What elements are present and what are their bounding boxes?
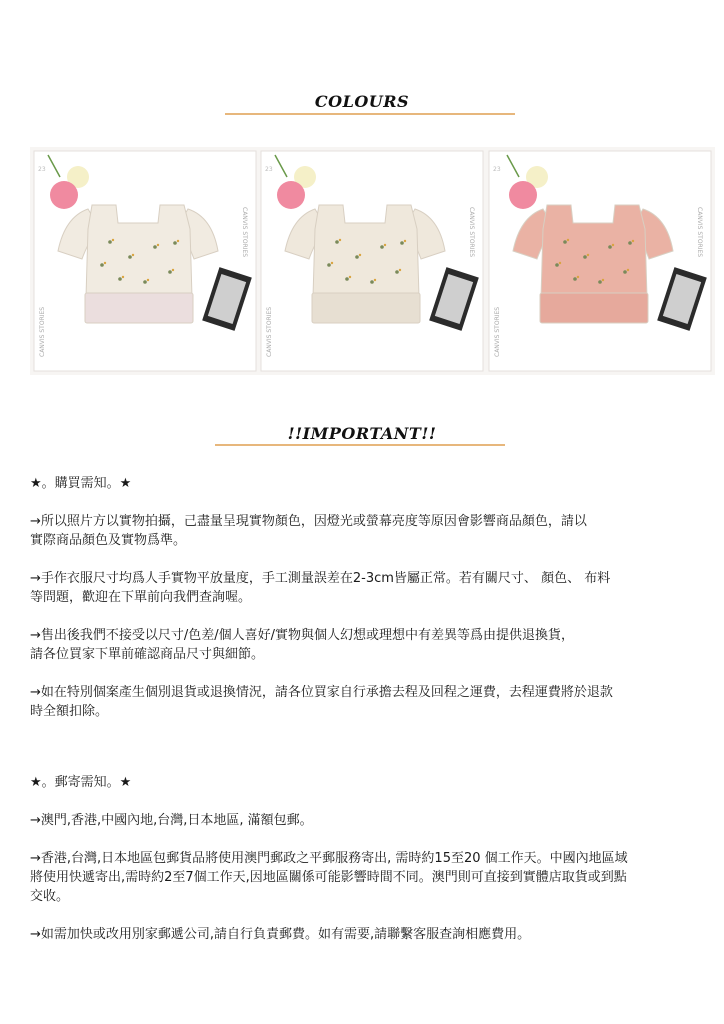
shipping-note-1: →澳門,香港,中國內地,台灣,日本地區, 滿額包郵。 xyxy=(30,813,313,828)
garment-band xyxy=(540,293,648,323)
photo-side-label: CANVIS STORIES xyxy=(696,207,703,258)
photo-number: 23 xyxy=(38,166,46,173)
shipping-note-3: →如需加快或改用別家郵遞公司,請自行負責郵費。如有需要,請聯繫客服查詢相應費用。 xyxy=(30,927,531,942)
purchase-note-1: →所以照片方以實物拍攝，己盡量呈現實物顏色，因燈光或螢幕亮度等原因會影響商品顏色，請以 實際商品顏色及實物爲準。 xyxy=(30,514,587,548)
purchase-note-3: →售出後我們不接受以尺寸/色差/個人喜好/實物與個人幻想或理想中有差異等爲由提供退換貨， 請各位買家下單前確認商品尺寸與細節。 xyxy=(30,628,575,662)
shipping-notes xyxy=(30,773,700,944)
important-underline xyxy=(215,444,505,446)
photo-number: 23 xyxy=(265,166,273,173)
product-photo-cream xyxy=(30,147,260,375)
photo-side-label: CANVIS STORIES xyxy=(241,207,248,258)
photo-side-label: CANVIS STORIES xyxy=(468,207,475,258)
product-photo-pink xyxy=(485,147,715,375)
flower-icon xyxy=(50,181,78,209)
flower-icon xyxy=(277,181,305,209)
photo-number: 23 xyxy=(493,166,501,173)
photo-side-label: CANVIS STORIES xyxy=(494,306,501,357)
purchase-note-2: →手作衣服尺寸均爲人手實物平放量度，手工測量誤差在2-3cm皆屬正常。若有關尺寸、 顏色、 布料 等問題，歡迎在下單前向我們查詢喔。 xyxy=(30,571,611,605)
photo-side-label: CANVIS STORIES xyxy=(266,306,273,357)
flower-icon xyxy=(509,181,537,209)
colours-underline xyxy=(225,113,515,115)
garment-band xyxy=(85,293,193,323)
shipping-note-2: →香港,台灣,日本地區包郵貨品將使用澳門郵政之平郵服務寄出, 需時約15至20 個工作天。中國內地區域 將使用快遞寄出,需時約2至7個工作天,因地區關係可能影響時間不同。澳門則可直接到實體店取貨或到點 交收。 xyxy=(30,851,628,904)
purchase-heading: ★。購買需知。★ xyxy=(30,476,132,491)
photo-side-label: CANVIS STORIES xyxy=(39,306,46,357)
purchase-note-4: →如在特別個案產生個別退貨或退換情況，請各位買家自行承擔去程及回程之運費，去程運費將於退款 時全額扣除。 xyxy=(30,685,613,719)
colours-heading: COLOURS xyxy=(314,92,410,111)
important-heading: !!IMPORTANT!! xyxy=(287,424,437,443)
shipping-heading: ★。郵寄需知。★ xyxy=(30,775,132,790)
garment-band xyxy=(312,293,420,323)
purchase-notes xyxy=(30,474,700,721)
product-photo-beige xyxy=(257,147,487,375)
